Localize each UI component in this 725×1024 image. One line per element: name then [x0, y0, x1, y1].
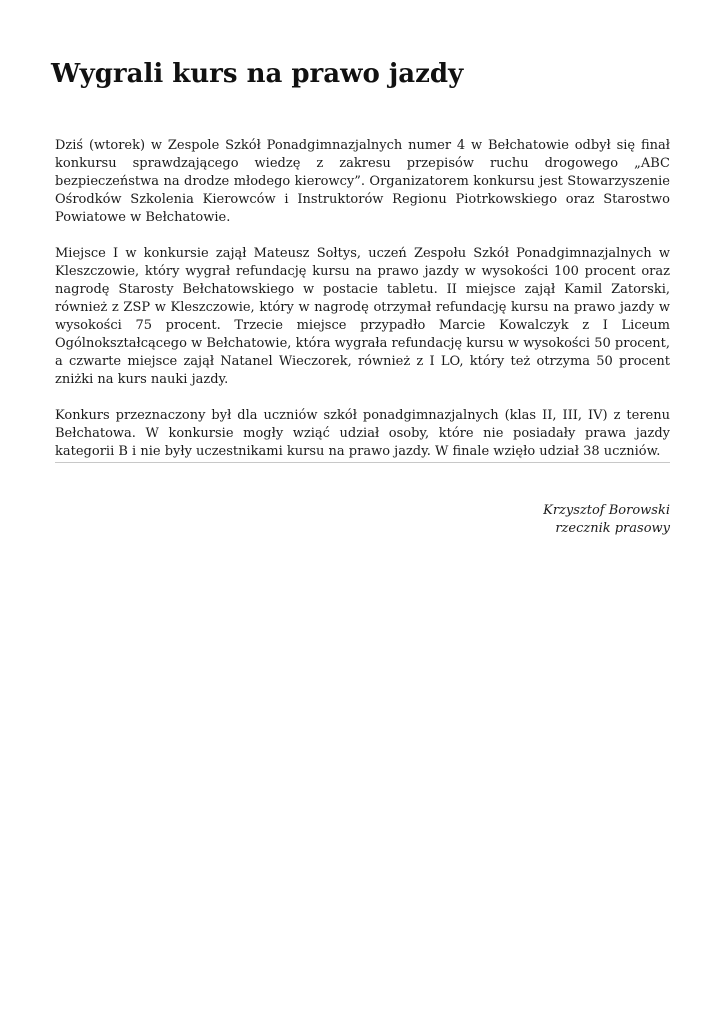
page-title: Wygrali kurs na prawo jazdy	[51, 59, 464, 89]
horizontal-divider	[55, 462, 670, 463]
article-paragraph-3: Konkurs przeznaczony był dla uczniów szkół ponadgimnazjalnych (klas II, III, IV) z terenu Bełchatowa. W konkursie mogły wziąć udział osoby, które nie posiadały prawa jazdy kategorii B i nie były uczestnikami kursu na prawo jazdy. W finale wzięło udział 38 uczniów.	[55, 408, 670, 459]
article-paragraph-1: Dziś (wtorek) w Zespole Szkół Ponadgimnazjalnych numer 4 w Bełchatowie odbył się finał konkursu sprawdzającego wiedzę z zakresu przepisów ruchu drogowego „ABC bezpieczeństwa na drodze młodego kierowcy”. Organizatorem konkursu jest Stowarzyszenie Ośrodków Szkolenia Kierowców i Instruktorów Regionu Piotrkowskiego oraz Starostwo Powiatowe w Bełchatowie.	[55, 138, 670, 225]
article-paragraph-2: Miejsce I w konkursie zajął Mateusz Sołtys, uczeń Zespołu Szkół Ponadgimnazjalnych w Kleszczowie, który wygrał refundację kursu na prawo jazdy w wysokości 100 procent oraz nagrodę Starosty Bełchatowskiego w postacie tabletu. II miejsce zajął Kamil Zatorski, również z ZSP w Kleszczowie, który w nagrodę otrzymał refundację kursu na prawo jazdy w wysokości 75 procent. Trzecie miejsce przypadło Marcie Kowalczyk z I Liceum Ogólnokształcącego w Bełchatowie, która wygrała refundację kursu w wysokości 50 procent, a czwarte miejsce zajął Natanel Wieczorek, również z I LO, który też otrzyma 50 procent zniżki na kurs nauki jazdy.	[55, 246, 670, 387]
signature-block	[543, 502, 670, 538]
signature-role: rzecznik prasowy	[555, 521, 670, 536]
signature-name: Krzysztof Borowski	[543, 503, 670, 518]
article-body	[55, 137, 670, 479]
